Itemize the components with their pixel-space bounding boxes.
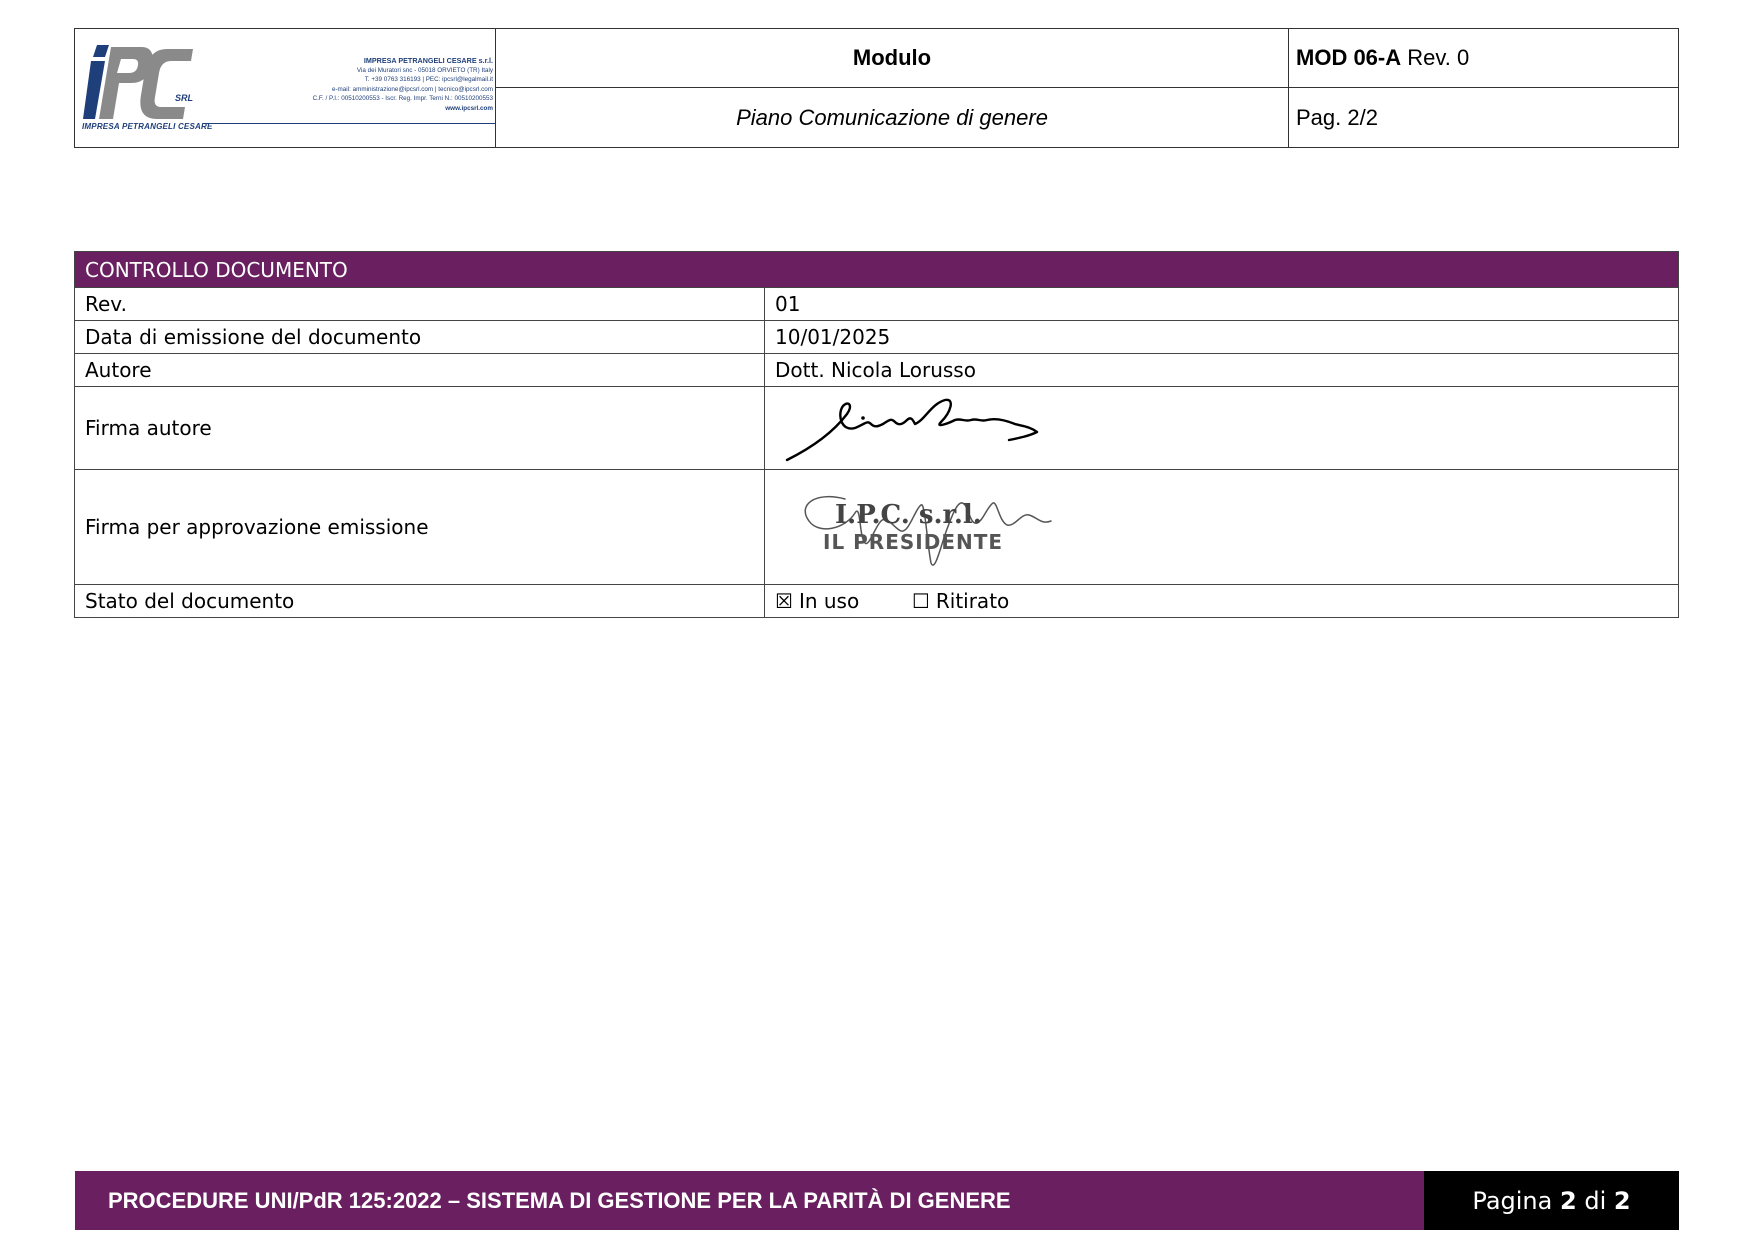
table-row	[75, 321, 1679, 354]
address-company: IMPRESA PETRANGELI CESARE s.r.l.	[363, 56, 493, 65]
logo-divider	[203, 123, 495, 124]
header-title-cell	[496, 29, 1289, 147]
row-label-issue-date: Data di emissione del documento	[75, 321, 765, 354]
row-value-revision: 01	[765, 288, 1679, 321]
control-table-title-row	[75, 252, 1679, 288]
address-website: www.ipcsrl.com	[445, 104, 493, 112]
withdrawn-checkbox[interactable]: ☐	[911, 589, 930, 613]
header-subtitle: Piano Comunicazione di genere	[736, 104, 1048, 130]
footer-page-of: di	[1584, 1186, 1607, 1215]
address-email: e-mail: amministrazione@ipcsrl.com | tecnico@ipcsrl.com	[331, 85, 493, 93]
footer-procedure-text: PROCEDURE UNI/PdR 125:2022 – SISTEMA DI GESTIONE PER LA PARITÀ DI GENERE	[75, 1171, 1424, 1230]
approval-signature-cell	[765, 470, 1679, 585]
table-row	[75, 470, 1679, 585]
author-signature	[775, 390, 1055, 466]
footer-page-number	[1424, 1171, 1679, 1230]
address-phone: T. +39 0763 316193 | PEC: ipcsrl@legalmail.it	[364, 76, 493, 84]
company-logo	[83, 43, 195, 123]
table-row	[75, 585, 1679, 618]
in-use-label: In uso	[798, 589, 860, 613]
svg-text:I.P.C. s.r.l.: I.P.C. s.r.l.	[835, 500, 982, 530]
company-stamp	[775, 477, 1075, 577]
company-logo-cell	[75, 29, 496, 147]
logo-company-name: IMPRESA PETRANGELI CESARE	[82, 122, 213, 131]
document-control-table	[74, 251, 1679, 618]
company-address-block	[233, 56, 493, 114]
withdrawn-label: Ritirato	[935, 589, 1010, 613]
table-row	[75, 288, 1679, 321]
control-table-title: CONTROLLO DOCUMENTO	[75, 252, 1679, 288]
document-header	[74, 28, 1679, 148]
module-revision: Rev. 0	[1407, 45, 1470, 70]
row-label-revision: Rev.	[75, 288, 765, 321]
header-meta-cell	[1289, 29, 1678, 147]
in-use-checkbox[interactable]: ☒	[775, 589, 793, 613]
footer-page-word: Pagina	[1472, 1186, 1553, 1215]
page-indicator: Pag. 2/2	[1296, 104, 1378, 130]
footer-page-current: 2	[1559, 1186, 1577, 1215]
svg-text:SRL: SRL	[175, 93, 193, 103]
author-signature-cell	[765, 387, 1679, 470]
svg-text:IL PRESIDENTE: IL PRESIDENTE	[823, 530, 1004, 554]
footer-page-total: 2	[1613, 1186, 1631, 1215]
row-label-author: Autore	[75, 354, 765, 387]
header-title: Modulo	[852, 45, 932, 70]
row-label-approval-signature: Firma per approvazione emissione	[75, 470, 765, 585]
row-label-document-status: Stato del documento	[75, 585, 765, 618]
table-row	[75, 387, 1679, 470]
module-code: MOD 06-A	[1296, 45, 1402, 70]
document-status-cell	[765, 585, 1679, 618]
address-street: Via dei Muratori snc - 05018 ORVIETO (TR) Italy	[356, 66, 493, 74]
table-row	[75, 354, 1679, 387]
page-footer	[75, 1171, 1679, 1230]
row-label-author-signature: Firma autore	[75, 387, 765, 470]
row-value-issue-date: 10/01/2025	[765, 321, 1679, 354]
row-value-author: Dott. Nicola Lorusso	[765, 354, 1679, 387]
address-tax-id: C.F. / P.I.: 00510200553 - Iscr. Reg. Impr. Terni N.: 00510200553	[312, 95, 493, 103]
